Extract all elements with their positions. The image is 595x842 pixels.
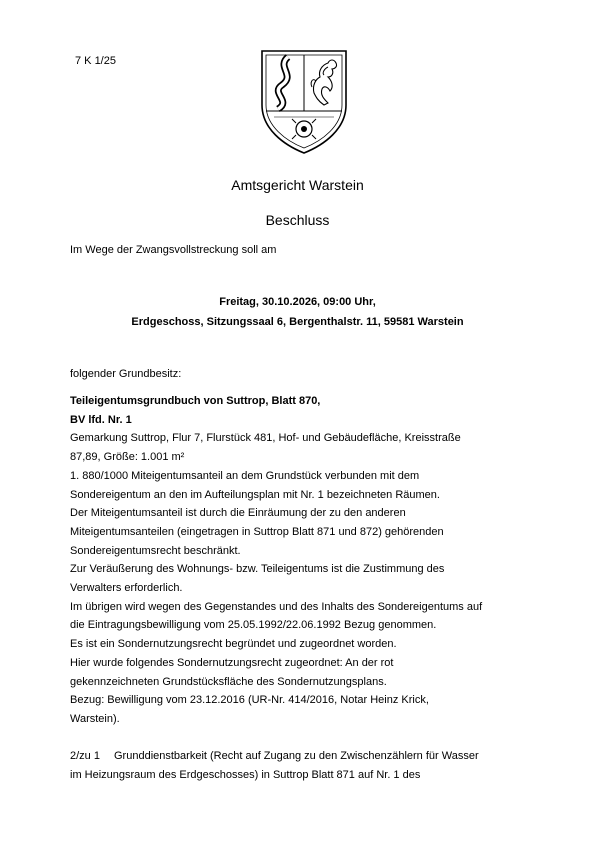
body-line: die Eintragungsbewilligung vom 25.05.1992/22.06.1992 Bezug genommen. [70, 619, 437, 632]
property-description [70, 392, 540, 785]
case-number: 7 K 1/25 [75, 55, 116, 67]
intro-text: Im Wege der Zwangsvollstreckung soll am [70, 244, 277, 256]
register-item: BV lfd. Nr. 1 [70, 413, 132, 426]
easement-number: 2/zu 1 [70, 750, 100, 763]
body-line: Verwalters erforderlich. [70, 582, 183, 595]
body-line: Bezug: Bewilligung vom 23.12.2016 (UR-Nr. 414/2016, Notar Heinz Krick, [70, 694, 429, 707]
body-line: Sondereigentumsrecht beschränkt. [70, 544, 241, 557]
body-line: 1. 880/1000 Miteigentumsanteil an dem Grundstück verbunden mit dem [70, 469, 420, 482]
appointment-place: Erdgeschoss, Sitzungssaal 6, Bergenthalstr. 11, 59581 Warstein [131, 316, 464, 328]
body-line: gekennzeichneten Grundstücksfläche des Sondernutzungsplans. [70, 675, 387, 688]
court-name: Amtsgericht Warstein [231, 177, 364, 193]
body-line: Der Miteigentumsanteil ist durch die Einräumung der zu den anderen [70, 507, 406, 520]
easement-text: im Heizungsraum des Erdgeschosses) in Suttrop Blatt 871 auf Nr. 1 des [70, 769, 421, 782]
body-line: 87,89, Größe: 1.001 m² [70, 451, 185, 464]
nrw-coat-of-arms-icon [258, 47, 350, 157]
body-line: Sondereigentum an den im Aufteilungsplan mit Nr. 1 bezeichneten Räumen. [70, 488, 440, 501]
property-intro: folgender Grundbesitz: [70, 368, 182, 380]
easement-text: Grunddienstbarkeit (Recht auf Zugang zu den Zwischenzählern für Wasser [114, 750, 479, 763]
body-line: Warstein). [70, 712, 120, 725]
body-line: Miteigentumsanteilen (eingetragen in Suttrop Blatt 871 und 872) gehörenden [70, 525, 444, 538]
body-line: Es ist ein Sondernutzungsrecht begründet und zugeordnet worden. [70, 638, 397, 651]
body-line: Zur Veräußerung des Wohnungs- bzw. Teileigentums ist die Zustimmung des [70, 563, 445, 576]
body-line: Gemarkung Suttrop, Flur 7, Flurstück 481, Hof- und Gebäudefläche, Kreisstraße [70, 432, 461, 445]
body-line: Hier wurde folgendes Sondernutzungsrecht zugeordnet: An der rot [70, 656, 394, 669]
appointment-date: Freitag, 30.10.2026, 09:00 Uhr, [219, 296, 376, 308]
easement-line [70, 747, 540, 766]
document-title: Beschluss [265, 212, 330, 228]
body-line: Im übrigen wird wegen des Gegenstandes und des Inhalts des Sondereigentums auf [70, 600, 483, 613]
register-title: Teileigentumsgrundbuch von Suttrop, Blatt 870, [70, 395, 321, 407]
